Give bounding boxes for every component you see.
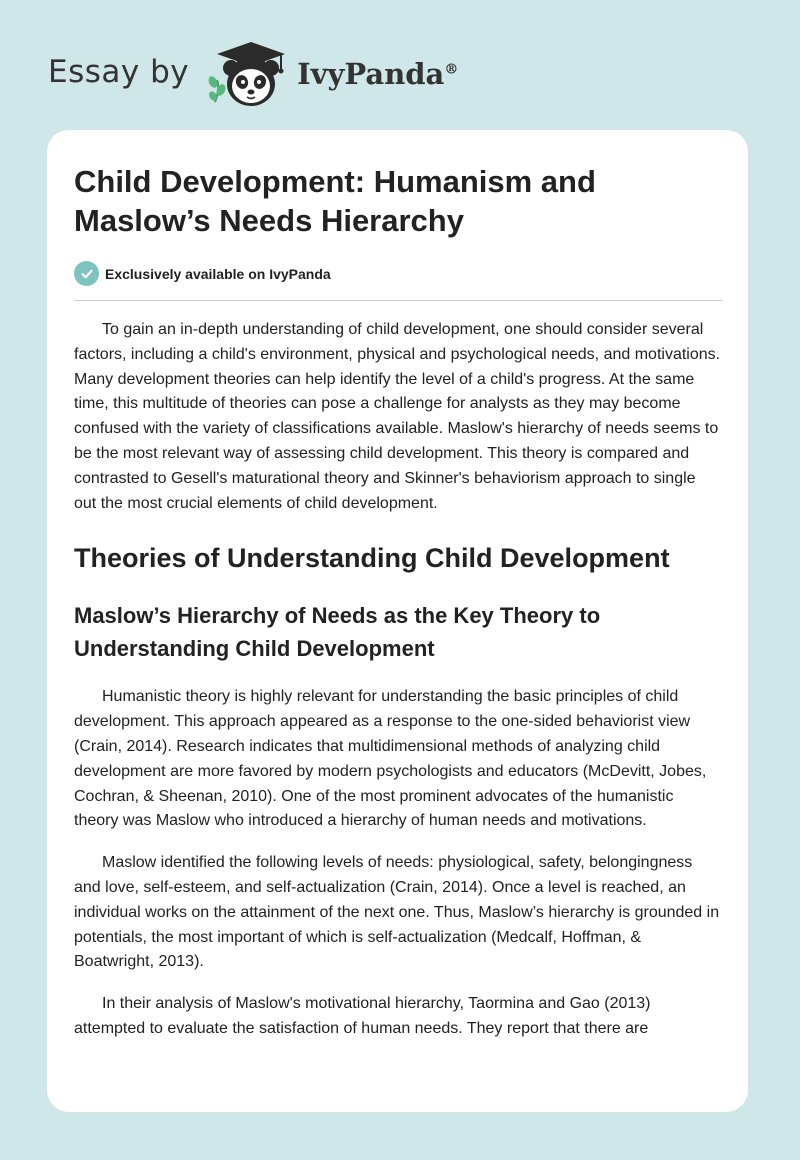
subsection-heading: Maslow’s Hierarchy of Needs as the Key Theory to Understanding Child Development: [74, 603, 601, 662]
section-heading: Theories of Understanding Child Development: [74, 543, 670, 574]
panda-graduate-icon: [205, 40, 291, 110]
exclusive-badge: [74, 261, 722, 301]
page-title: Child Development: Humanism and Maslow’s Needs Hierarchy: [74, 164, 596, 238]
article-card: [47, 130, 748, 1112]
brand-prefix: Essay by: [48, 54, 190, 90]
body-paragraph: In their analysis of Maslow's motivational hierarchy, Taormina and Gao (2013) attempted to evaluate the satisfaction of human needs. They report that there are: [74, 995, 651, 1037]
check-icon: [74, 261, 99, 286]
brand-name: IvyPanda®: [297, 57, 459, 91]
brand-header[interactable]: [48, 40, 458, 110]
intro-paragraph: To gain an in-depth understanding of child development, one should consider several factors, including a child's environment, physical and psychological needs, and motivations. Many development theories can help identify the level of a child's progress. At the same time, this multitude of theories can pose a challenge for analysts as they may become confused with the variety of classifications available. Maslow's hierarchy of needs seems to be the most relevant way of assessing child development. This theory is compared and contrasted to Gesell's maturational theory and Skinner's behaviorism approach to single out the most crucial elements of child development.: [74, 321, 721, 512]
registered-mark: ®: [444, 61, 459, 78]
body-paragraph: Humanistic theory is highly relevant for understanding the basic principles of child development. This approach appeared as a response to the one-sided behaviorist view (Crain, 2014). Research indicates that multidimensional methods of analyzing child development are more favored by modern psychologists and educators (McDevitt, Jobes, Cochran, & Sheenan, 2010). One of the most prominent advocates of the humanistic theory was Maslow who introduced a hierarchy of human needs and motivations.: [74, 688, 707, 830]
exclusive-label: Exclusively available on IvyPanda: [105, 265, 331, 282]
body-paragraph: Maslow identified the following levels of needs: physiological, safety, belongingness and love, self-esteem, and self-actualization (Crain, 2014). Once a level is reached, an individual works on the attainment of the next one. Thus, Maslow’s hierarchy is grounded in potentials, the most important of which is self-actualization (Medcalf, Hoffman, & Boatwright, 2013).: [74, 854, 720, 971]
